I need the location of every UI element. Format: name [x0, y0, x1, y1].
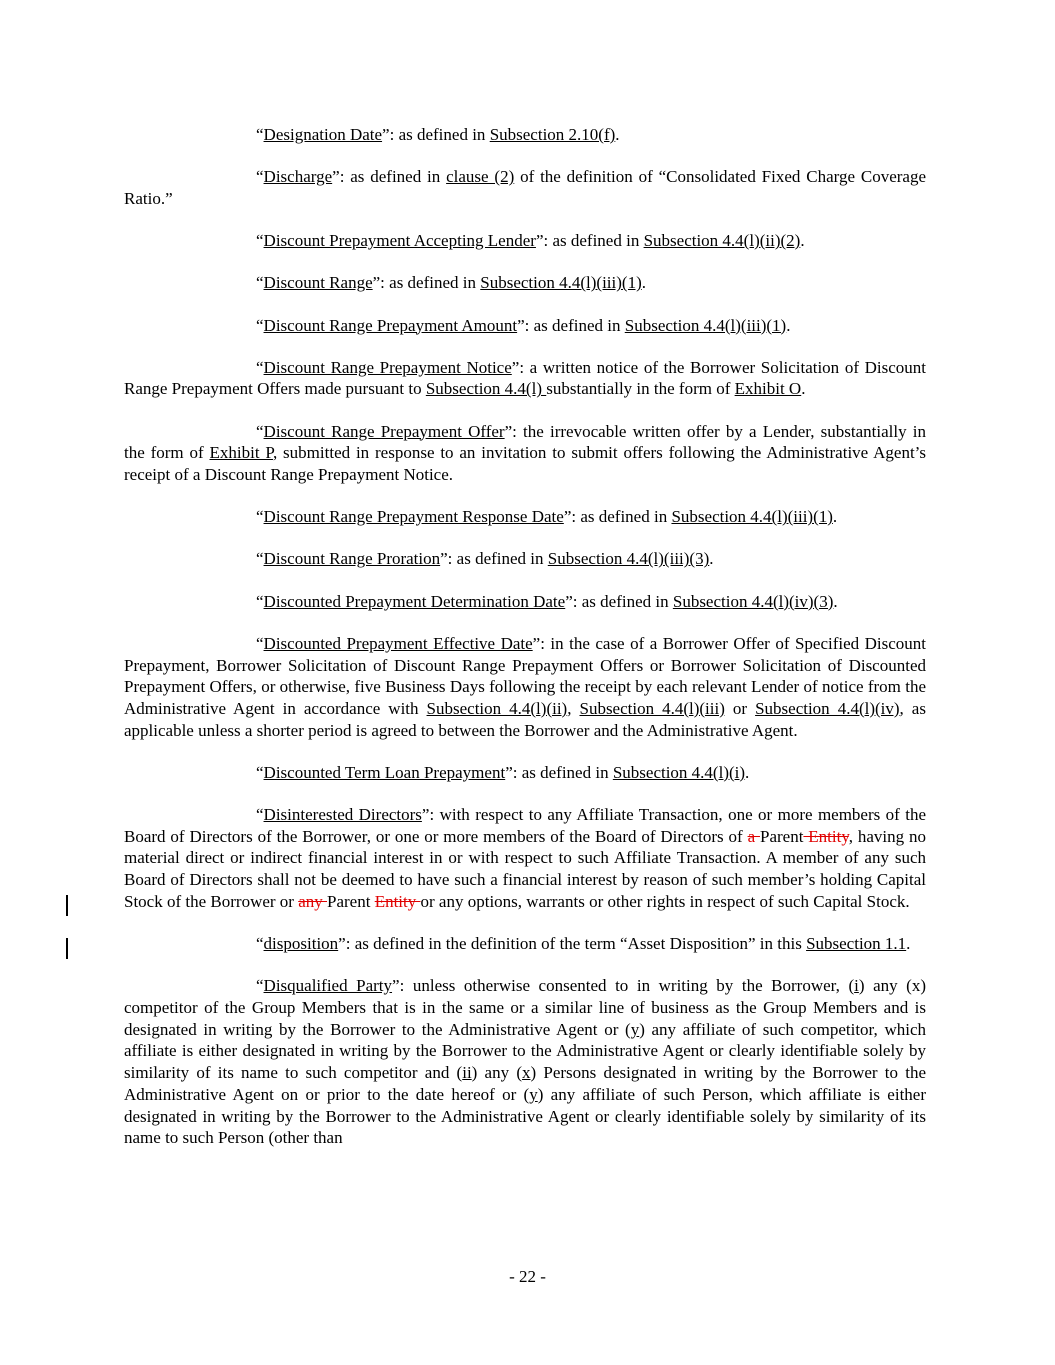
cross-reference: Subsection 4.4(l)(ii)	[426, 698, 568, 718]
cross-reference: Subsection 1.1	[806, 934, 907, 954]
defined-term: Discounted Term Loan Prepayment	[263, 762, 506, 782]
cross-reference: Subsection 4.4(l)	[425, 379, 547, 399]
definition-discounted-term-loan-prepayment: “Discounted Term Loan Prepayment”: as defined in Subsection 4.4(l)(i).	[256, 762, 750, 782]
deleted-text: Entity	[374, 891, 421, 911]
deleted-text: any	[298, 891, 328, 911]
definition-disposition: “disposition”: as defined in the definition of the term “Asset Disposition” in this Subsection 1.1.	[256, 934, 911, 954]
definition-designation-date: “Designation Date”: as defined in Subsection 2.10(f).	[256, 125, 620, 144]
definition-disqualified-party: “Disqualified Party”: unless otherwise consented to in writing by the Borrower, (i) any (x) competitor of the Group Members that is in the same or a similar line of business as the Group Members and is designated in writing by the Borrower to the Administrative Agent or (y) any affiliate of such competitor, which affiliate is either designated in writing by the Borrower to the Administrative Agent or clearly identifiable solely by similarity of its name to such competitor and (ii) any (x) Persons designated in writing by the Borrower to the Administrative Agent on or prior to the date hereof or (y) any affiliate of such Person, which affiliate is either designated in writing by the Borrower to the Administrative Agent or clearly identifiable solely by similarity of its name to such Person (other than	[124, 976, 926, 1148]
defined-term: Designation Date	[263, 125, 383, 144]
definition-discount-range-proration: “Discount Range Proration”: as defined in Subsection 4.4(l)(iii)(3).	[256, 549, 714, 569]
defined-term: Discount Range Prepayment Offer	[263, 421, 505, 441]
cross-reference: Subsection 4.4(l)(iii)	[579, 698, 725, 718]
cross-reference: Subsection 4.4(l)(i)	[612, 762, 746, 782]
clause-marker: x	[522, 1063, 531, 1083]
definition-discount-prepayment-accepting-lender: “Discount Prepayment Accepting Lender”: as defined in Subsection 4.4(l)(ii)(2).	[256, 231, 805, 251]
clause-marker: y	[630, 1019, 640, 1039]
defined-term: Discount Range Prepayment Amount	[263, 315, 518, 335]
defined-term: Discounted Prepayment Effective Date	[263, 633, 533, 653]
defined-term: Discount Range	[263, 273, 373, 293]
definition-discount-range-prepayment-amount: “Discount Range Prepayment Amount”: as defined in Subsection 4.4(l)(iii)(1).	[256, 315, 791, 335]
clause-marker: ii	[462, 1063, 472, 1083]
cross-reference: Subsection 4.4(l)(iii)(3)	[547, 549, 710, 569]
revision-change-bar	[66, 938, 68, 959]
clause-marker: y	[529, 1084, 538, 1104]
defined-term: Discount Prepayment Accepting Lender	[263, 231, 536, 251]
cross-reference: clause (2)	[446, 167, 515, 187]
definition-discount-range-prepayment-offer: “Discount Range Prepayment Offer”: the irrevocable written offer by a Lender, substantially in the form of Exhibit P, submitted in response to an invitation to submit offers following the Administrative Agent’s receipt of a Discount Range Prepayment Notice.	[124, 421, 927, 485]
cross-reference: Subsection 4.4(l)(iv)	[755, 698, 900, 718]
definition-discount-range-prepayment-response-date: “Discount Range Prepayment Response Date”: as defined in Subsection 4.4(l)(iii)(1).	[256, 507, 838, 527]
cross-reference: Subsection 4.4(l)(iii)(1)	[624, 315, 787, 335]
definition-discounted-prepayment-determination-date: “Discounted Prepayment Determination Date”: as defined in Subsection 4.4(l)(iv)(3).	[256, 591, 838, 611]
definition-discharge: “Discharge”: as defined in clause (2) of the definition of “Consolidated Fixed Charge Coverage Ratio.”	[124, 167, 926, 208]
deleted-text: a	[747, 826, 760, 846]
cross-reference: Subsection 2.10(f)	[489, 125, 616, 144]
definition-discount-range: “Discount Range”: as defined in Subsection 4.4(l)(iii)(1).	[256, 273, 646, 293]
cross-reference: Subsection 4.4(l)(iv)(3)	[672, 591, 834, 611]
cross-reference: Subsection 4.4(l)(iii)(1)	[671, 507, 833, 527]
cross-reference: Subsection 4.4(l)(iii)(1)	[480, 273, 642, 293]
cross-reference: Exhibit O	[734, 379, 802, 399]
page-number: - 22 -	[509, 1267, 546, 1286]
deleted-text: Entity	[803, 826, 849, 846]
cross-reference: Subsection 4.4(l)(ii)(2)	[643, 231, 801, 251]
definition-discounted-prepayment-effective-date: “Discounted Prepayment Effective Date”: in the case of a Borrower Offer of Specified Discount Prepayment, Borrower Solicitation of Discount Range Prepayment Offers or Borrower Solicitation of Discounted Prepayment Offers, or otherwise, five Business Days following the receipt by each relevant Lender of notice from the Administrative Agent in accordance with Subsection 4.4(l)(ii), Subsection 4.4(l)(iii) or Subsection 4.4(l)(iv), as applicable unless a shorter period is agreed to between the Borrower and the Administrative Agent.	[124, 633, 927, 740]
document-body	[124, 124, 926, 1169]
defined-term: Discounted Prepayment Determination Date	[263, 591, 566, 611]
defined-term: Discount Range Prepayment Response Date	[263, 507, 564, 527]
cross-reference: Exhibit P	[209, 443, 273, 463]
definition-discount-range-prepayment-notice: “Discount Range Prepayment Notice”: a written notice of the Borrower Solicitation of Discount Range Prepayment Offers made pursuant to Subsection 4.4(l) substantially in the form of Exhibit O.	[124, 357, 926, 399]
defined-term: Discount Range Prepayment Notice	[263, 357, 512, 377]
defined-term: disposition	[263, 934, 339, 954]
defined-term: Disqualified Party	[263, 976, 393, 996]
defined-term: Disinterested Directors	[263, 805, 422, 825]
revision-change-bar	[66, 895, 68, 916]
clause-marker: i	[854, 976, 859, 996]
defined-term: Discount Range Proration	[263, 549, 441, 569]
definition-disinterested-directors: “Disinterested Directors”: with respect to any Affiliate Transaction, one or more members of the Board of Directors of the Borrower, or one or more members of the Board of Directors of a Parent Entity, having no material direct or indirect financial interest in or with respect to such Affiliate Transaction. A member of any such Board of Directors shall not be deemed to have such a financial interest by reason of such member’s holding Capital Stock of the Borrower or any Parent Entity or any options, warrants or other rights in respect of such Capital Stock.	[124, 805, 927, 911]
defined-term: Discharge	[263, 167, 333, 187]
